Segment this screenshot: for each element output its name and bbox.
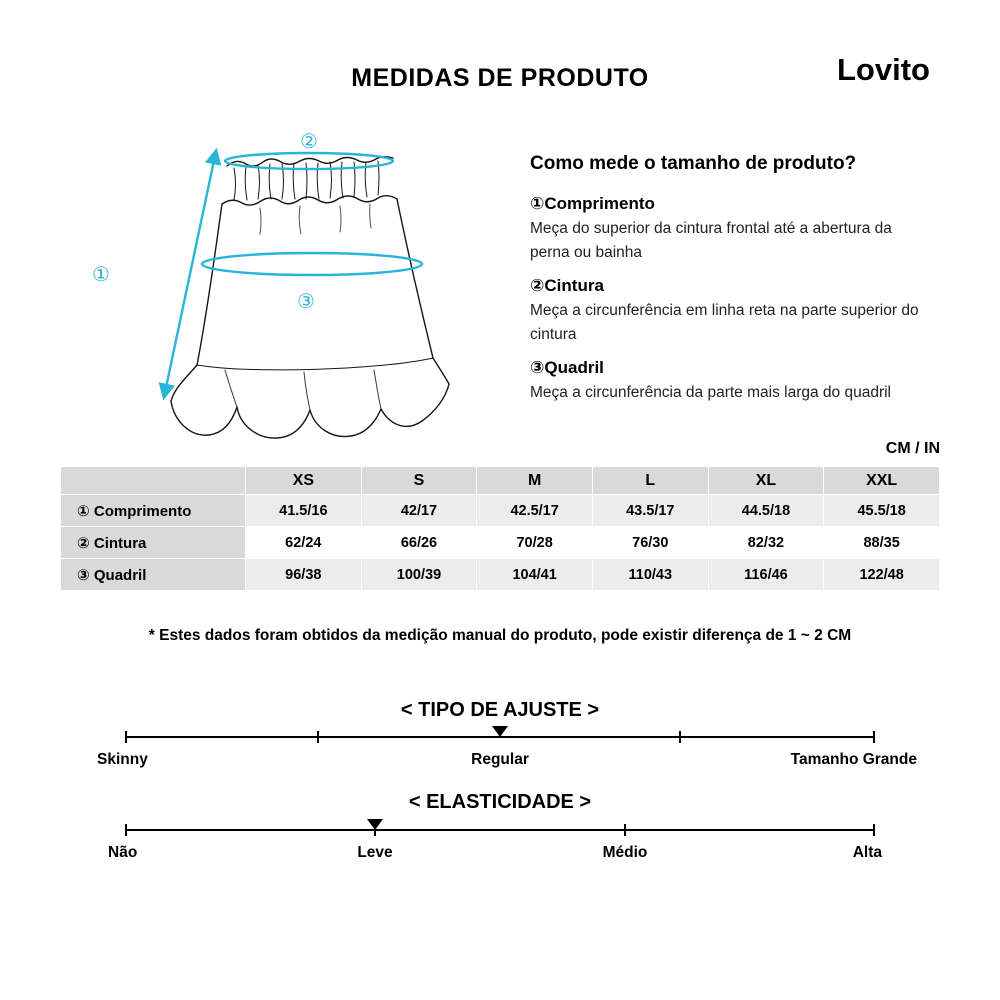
col-header-s: S	[362, 467, 477, 494]
fit-scale-tick	[873, 731, 875, 743]
col-header-xl: XL	[709, 467, 824, 494]
table-row-waist	[61, 527, 939, 558]
measure-guide	[530, 153, 922, 405]
guide-item-length-label: ①Comprimento	[530, 194, 655, 213]
cell-hip-s: 100/39	[362, 559, 477, 590]
product-measure-diagram	[60, 118, 500, 463]
guide-item-waist-text: Meça a circunferência em linha reta na parte superior do cintura	[530, 302, 919, 343]
elasticity-scale-line	[125, 829, 875, 831]
waist-measure-ellipse	[225, 153, 393, 169]
unit-label: CM / IN	[885, 440, 940, 457]
elasticity-scale-title: < ELASTICIDADE >	[408, 791, 592, 813]
cell-waist-s: 66/26	[362, 527, 477, 558]
cell-waist-l: 76/30	[593, 527, 708, 558]
length-measure-line	[164, 151, 216, 397]
cell-hip-m: 104/41	[477, 559, 592, 590]
table-row-length	[61, 495, 939, 526]
guide-item-length-text: Meça do superior da cintura frontal até a abertura da perna ou bainha	[530, 220, 892, 261]
row-label-waist: ② Cintura	[61, 527, 245, 558]
hip-number-label: ③	[297, 291, 315, 313]
fit-scale-tick	[679, 731, 681, 743]
fit-label-tamanho-grande: Tamanho Grande	[790, 751, 917, 768]
page-title: MEDIDAS DE PRODUTO	[351, 64, 649, 92]
cell-hip-xs: 96/38	[246, 559, 361, 590]
cell-length-m: 42.5/17	[477, 495, 592, 526]
elasticity-scale-tick	[125, 824, 127, 836]
col-header-m: M	[477, 467, 592, 494]
elasticity-scale-tick	[873, 824, 875, 836]
elasticity-scale-track	[125, 823, 875, 837]
cell-waist-xxl: 88/35	[824, 527, 939, 558]
elasticity-label-alta: Alta	[852, 844, 882, 861]
waist-number-label: ②	[300, 131, 318, 153]
cell-hip-xxl: 122/48	[824, 559, 939, 590]
elasticity-scale-marker	[367, 819, 383, 830]
fit-scale-tick	[125, 731, 127, 743]
cell-hip-l: 110/43	[593, 559, 708, 590]
cell-length-l: 43.5/17	[593, 495, 708, 526]
cell-length-xxl: 45.5/18	[824, 495, 939, 526]
size-table-corner-cell	[61, 467, 245, 494]
fit-label-regular: Regular	[471, 751, 529, 768]
cell-length-s: 42/17	[362, 495, 477, 526]
elasticity-scale-tick	[624, 824, 626, 836]
cell-waist-xs: 62/24	[246, 527, 361, 558]
elasticity-label-nao: Não	[108, 844, 138, 861]
col-header-l: L	[593, 467, 708, 494]
fit-label-skinny: Skinny	[97, 751, 148, 768]
cell-waist-m: 70/28	[477, 527, 592, 558]
size-table-header-row	[61, 467, 939, 494]
table-row-hip	[61, 559, 939, 590]
fit-scale-tick	[317, 731, 319, 743]
cell-length-xl: 44.5/18	[709, 495, 824, 526]
fit-scale-marker	[492, 726, 508, 737]
length-number-label: ①	[92, 264, 110, 286]
guide-item-hip-text: Meça a circunferência da parte mais larga do quadril	[530, 384, 891, 401]
row-label-hip: ③ Quadril	[61, 559, 245, 590]
measure-guide-heading: Como mede o tamanho de produto?	[530, 153, 857, 174]
hip-measure-ellipse	[202, 253, 422, 275]
cell-length-xs: 41.5/16	[246, 495, 361, 526]
elasticity-label-leve: Leve	[357, 844, 393, 861]
table-footnote: * Estes dados foram obtidos da medição manual do produto, pode existir diferença de 1 ~ 2 CM	[148, 627, 852, 644]
elasticity-label-medio: Médio	[602, 844, 648, 861]
guide-item-hip-label: ③Quadril	[530, 358, 604, 377]
row-label-length: ① Comprimento	[61, 495, 245, 526]
cell-hip-xl: 116/46	[709, 559, 824, 590]
cell-waist-xl: 82/32	[709, 527, 824, 558]
size-table	[60, 466, 940, 591]
brand-logo: Lovito	[837, 52, 930, 87]
col-header-xs: XS	[246, 467, 361, 494]
fit-scale-track	[125, 730, 875, 744]
fit-scale-title: < TIPO DE AJUSTE >	[400, 699, 600, 721]
col-header-xxl: XXL	[824, 467, 939, 494]
guide-item-waist-label: ②Cintura	[530, 276, 604, 295]
